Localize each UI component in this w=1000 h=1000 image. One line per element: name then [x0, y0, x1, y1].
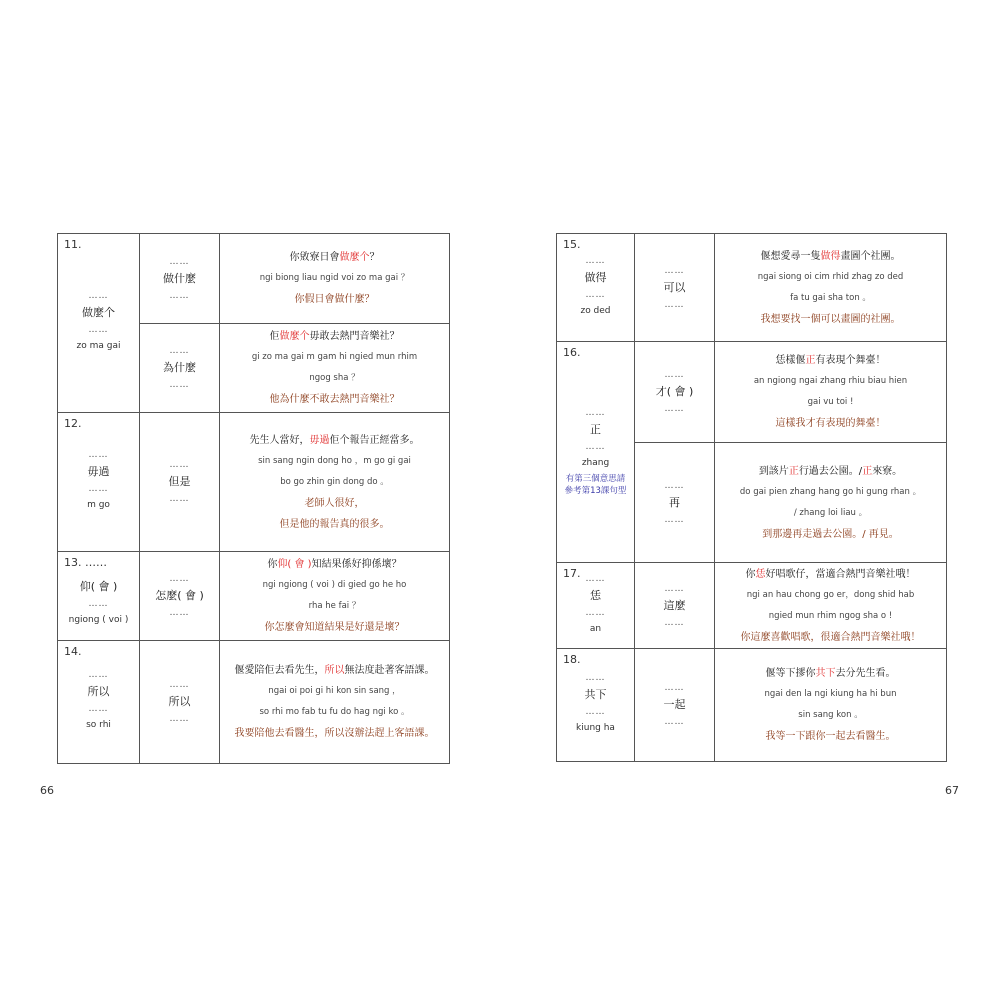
entry-16-example-cell-2 — [715, 443, 947, 563]
vocab-word: 做得 — [584, 270, 607, 284]
highlight-word: 共下 — [815, 668, 836, 679]
example-translation: 老師人很好， — [304, 497, 365, 509]
dots: …… — [664, 480, 685, 491]
example-translation: 你假日會做什麼？ — [294, 294, 375, 305]
vocab-pinyin: m go — [87, 500, 110, 510]
example-romanization: gi zo ma gai m gam hi ngied mun rhim — [251, 352, 418, 362]
example-translation: 你這麼喜歡唱歌，很適合熱門音樂社哦！ — [740, 631, 921, 643]
example-romanization: / zhang loi liau 。 — [793, 507, 868, 518]
vocab-pinyin: ngiong ( voi ) — [68, 615, 129, 625]
dots: …… — [88, 450, 109, 460]
dots: …… — [88, 704, 109, 714]
vocab-meaning: 一起 — [663, 698, 686, 711]
entry-11-word-cell — [58, 234, 140, 413]
entry-number: 14. — [64, 645, 82, 658]
entry-13-word-cell — [58, 552, 140, 641]
vocab-word: 所以 — [87, 685, 110, 698]
entry-13-meaning-cell — [140, 552, 220, 641]
highlight-word: 恁 — [755, 568, 766, 580]
dots: …… — [169, 460, 190, 470]
entry-12-example-cell — [220, 413, 450, 552]
entry-18-example-cell — [715, 649, 947, 762]
highlight-word: 所以 — [324, 665, 345, 676]
example-translation: 我要陪他去看醫生，所以沒辦法趕上客語課。 — [234, 728, 435, 739]
entry-number: 11. — [64, 238, 82, 251]
dots: …… — [664, 717, 685, 727]
entry-11-example-cell-2 — [220, 324, 450, 413]
dots: …… — [585, 289, 606, 300]
dots: …… — [88, 670, 109, 680]
highlight-word: 做麼个 — [279, 331, 310, 342]
dots: …… — [585, 573, 606, 584]
dots: …… — [169, 290, 190, 301]
example-sentence: 偃想愛尋一隻做得畫圖个社團。 — [760, 250, 901, 262]
cross-reference-note: 參考第13課句型 — [564, 486, 627, 496]
cross-reference-note: 有第三個意思請 — [565, 474, 626, 484]
dots: …… — [169, 680, 190, 690]
vocab-word: 做麼个 — [82, 306, 115, 319]
dots: …… — [664, 583, 685, 594]
vocab-pinyin: so rhi — [86, 720, 111, 730]
entry-number: 12. — [64, 417, 82, 430]
entry-14-word-cell — [58, 641, 140, 764]
example-sentence: 先生人當好，毋過佢个報告正經當多。 — [249, 434, 420, 446]
vocab-word: 恁 — [590, 588, 601, 602]
vocab-meaning: 再 — [669, 495, 680, 509]
dots: …… — [169, 256, 190, 267]
vocab-meaning: 所以 — [168, 695, 191, 708]
dots: …… — [88, 484, 109, 494]
entry-11-meaning-cell-1 — [140, 234, 220, 324]
entry-11-meaning-cell-2 — [140, 324, 220, 413]
dots: …… — [88, 325, 109, 335]
vocab-meaning: 才( 會 ) — [655, 385, 694, 398]
vocab-meaning: 可以 — [663, 280, 686, 294]
entry-17-meaning-cell — [635, 563, 715, 649]
example-translation: 到那邊再走過去公園。/ 再見。 — [762, 528, 899, 540]
entry-15-word-cell — [557, 234, 635, 342]
example-sentence: 你敓寮日會做麼个？ — [289, 252, 380, 263]
highlight-word: 做麼个 — [339, 252, 370, 263]
entry-12-meaning-cell — [140, 413, 220, 552]
example-sentence: 佢做麼个毋敢去熱門音樂社？ — [269, 331, 400, 342]
dots: …… — [585, 255, 606, 266]
entry-14-example-cell — [220, 641, 450, 764]
highlight-word: 正 — [788, 465, 799, 477]
dots: …… — [664, 265, 685, 276]
entry-12-word-cell — [58, 413, 140, 552]
dots: …… — [88, 599, 109, 609]
dots: …… — [169, 574, 190, 584]
entry-number: 16. — [563, 346, 581, 359]
vocab-pinyin: zo ded — [580, 305, 611, 316]
example-romanization: sin sang ngin dong ho ，m go gi gai — [258, 455, 411, 466]
entry-17-word-cell — [557, 563, 635, 649]
entry-number: 15. — [563, 238, 581, 251]
dots: …… — [585, 707, 606, 717]
highlight-word: 正 — [862, 465, 873, 477]
dots: …… — [169, 346, 190, 356]
vocab-word: 共下 — [584, 688, 607, 701]
dots: …… — [585, 673, 606, 683]
dots: …… — [169, 608, 190, 618]
vocab-word: 毋過 — [87, 465, 110, 478]
example-romanization: ngied mun rhim ngog sha o ! — [768, 610, 893, 621]
example-translation: 這樣我才有表現的舞臺！ — [775, 418, 886, 429]
example-translation: 你怎麼會知道結果是好還是壞？ — [264, 622, 405, 633]
example-sentence: 你仰( 會 )知結果係好抑係壞？ — [267, 559, 402, 570]
example-romanization: ngai siong oi cim rhid zhag zo ded — [757, 271, 904, 282]
vocab-meaning: 做什麼 — [163, 271, 196, 285]
example-romanization: ngi ngiong ( voi ) di gied go he ho — [262, 580, 407, 590]
dots: …… — [664, 299, 685, 310]
highlight-word: 毋過 — [309, 434, 330, 446]
vocab-table-left — [57, 233, 450, 764]
example-romanization: ngi an hau chong go er，dong shid hab — [746, 589, 915, 600]
entry-15-meaning-cell — [635, 234, 715, 342]
example-romanization: ngai den la ngi kiung ha hi bun — [764, 689, 897, 699]
dots: …… — [169, 714, 190, 724]
dots: …… — [585, 607, 606, 618]
entry-15-example-cell — [715, 234, 947, 342]
example-romanization: fa tu gai sha ton 。 — [790, 292, 871, 303]
highlight-word: 做得 — [820, 250, 841, 262]
dots: …… — [664, 617, 685, 628]
vocab-pinyin: kiung ha — [576, 723, 615, 733]
dots: …… — [664, 683, 685, 693]
example-translation: 他為什麼不敢去熱門音樂社？ — [269, 394, 400, 405]
entry-11-example-cell-1 — [220, 234, 450, 324]
example-romanization: ngog sha ？ — [309, 373, 360, 383]
vocab-pinyin: an — [589, 623, 602, 634]
example-sentence: 到該片正行過去公園。/正來寮。 — [758, 465, 903, 477]
vocab-word: 正 — [590, 423, 601, 436]
example-translation: 但是他的報告真的很多。 — [279, 518, 390, 530]
vocab-meaning: 但是 — [168, 475, 191, 488]
vocab-meaning: 這麼 — [663, 598, 686, 612]
entry-18-meaning-cell — [635, 649, 715, 762]
vocab-meaning: 為什麼 — [163, 361, 196, 374]
entry-14-meaning-cell — [140, 641, 220, 764]
example-sentence: 你恁好唱歌仔，當適合熱門音樂社哦！ — [745, 568, 916, 580]
example-sentence: 恁樣偃正有表現个舞臺！ — [775, 355, 886, 366]
example-romanization: do gai pien zhang hang go hi gung rhan 。 — [739, 486, 922, 497]
highlight-word: 正 — [805, 355, 816, 366]
vocab-meaning: 怎麼( 會 ) — [155, 589, 204, 602]
vocab-table-right — [556, 233, 947, 762]
entry-16-meaning-cell-1 — [635, 342, 715, 443]
highlight-word: 仰( 會 ) — [277, 559, 312, 570]
dots: …… — [169, 494, 190, 504]
entry-16-word-cell — [557, 342, 635, 563]
example-translation: 我等一下跟你一起去看醫生。 — [765, 731, 896, 742]
example-romanization: rha he fai ？ — [308, 601, 361, 611]
entry-17-example-cell — [715, 563, 947, 649]
example-romanization: bo go zhin gin dong do 。 — [280, 476, 389, 487]
dots: …… — [88, 291, 109, 301]
example-romanization: so rhi mo fab tu fu do hag ngi ko 。 — [259, 707, 410, 717]
dots: …… — [664, 370, 685, 380]
entry-16-example-cell-1 — [715, 342, 947, 443]
example-sentence: 偃愛陪佢去看先生，所以無法度赴著客語課。 — [234, 665, 435, 676]
vocab-word: 仰( 會 ) — [79, 580, 118, 593]
page-number-right: 67 — [945, 784, 959, 797]
example-romanization: sin sang kon 。 — [798, 710, 863, 720]
entry-18-word-cell — [557, 649, 635, 762]
example-sentence: 偃等下摎你共下去分先生看。 — [765, 668, 896, 679]
entry-number: 18. — [563, 653, 581, 666]
dots: …… — [169, 380, 190, 390]
page-number-left: 66 — [40, 784, 54, 797]
entry-number: 13. …… — [64, 556, 107, 569]
entry-13-example-cell — [220, 552, 450, 641]
example-translation: 我想要找一個可以畫圖的社團。 — [760, 313, 901, 325]
example-romanization: ngai oi poi gi hi kon sin sang ， — [268, 686, 401, 696]
example-romanization: ngi biong liau ngid voi zo ma gai ？ — [259, 273, 410, 283]
example-romanization: an ngiong ngai zhang rhiu biau hien — [753, 376, 908, 386]
dots: …… — [664, 514, 685, 525]
example-romanization: gai vu toi ! — [807, 397, 854, 407]
entry-16-meaning-cell-2 — [635, 443, 715, 563]
dots: …… — [585, 442, 606, 452]
vocab-pinyin: zhang — [581, 458, 610, 468]
vocab-pinyin: zo ma gai — [76, 341, 121, 351]
dots: …… — [664, 404, 685, 414]
entry-number: 17. — [563, 567, 581, 580]
dots: …… — [585, 408, 606, 418]
